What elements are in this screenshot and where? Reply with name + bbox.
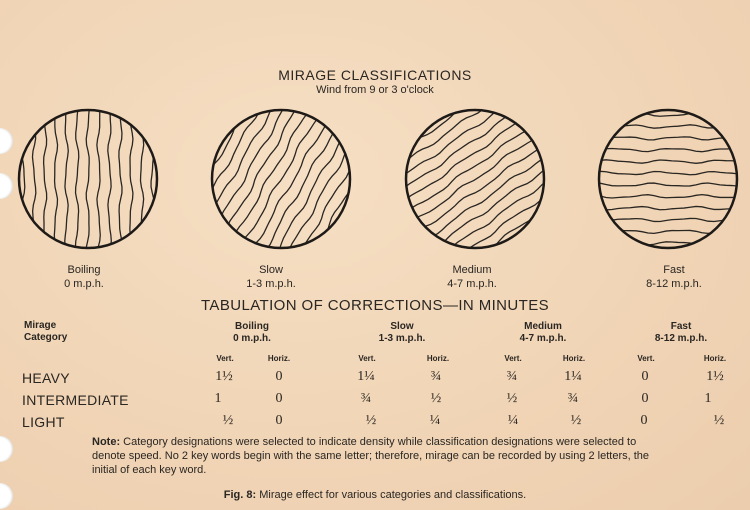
subhead-horiz: Horiz. — [562, 354, 586, 363]
mirage-wave-line — [130, 106, 133, 252]
subhead-horiz: Horiz. — [267, 354, 291, 363]
subhead-vert: Vert. — [637, 354, 655, 363]
header-line: Mirage — [24, 320, 57, 331]
class-name: Slow — [390, 321, 414, 332]
mirage-wave-line — [595, 125, 741, 129]
medium-pattern-icon — [402, 106, 548, 252]
subhead-vert: Vert. — [216, 354, 234, 363]
table-cell: ¾ — [567, 391, 579, 406]
mirage-wave-line — [119, 106, 122, 252]
class-name: Medium — [524, 321, 562, 332]
mirage-wave-line — [230, 107, 311, 244]
mirage-wave-line — [595, 113, 741, 116]
caption-text: Mirage effect for various categories and classifications. — [259, 489, 527, 501]
mirage-dial-slow — [208, 106, 354, 252]
table-cell: ¾ — [360, 391, 372, 406]
mirage-wave-line — [140, 106, 143, 252]
table-cell: 1¼ — [357, 369, 375, 384]
row-label-light: LIGHT — [22, 414, 65, 430]
table-cell: ¼ — [429, 413, 441, 428]
table-cell: 1 — [704, 391, 712, 406]
note-text: Category designations were selected to indicate density while classification designations were selected to denote speed. No 2 key words begin with the same letter; therefore, mirage can be recorded by using 2 letters, the initial of each key word. — [92, 436, 650, 476]
column-header-boiling — [212, 321, 292, 345]
table-cell: 0 — [275, 369, 283, 384]
table-cell: ½ — [365, 413, 377, 428]
mirage-wave-line — [43, 106, 46, 252]
table-cell: 0 — [641, 391, 649, 406]
table-cell: 0 — [275, 413, 283, 428]
dial-speed: 8-12 m.p.h. — [646, 278, 702, 290]
subhead-horiz: Horiz. — [703, 354, 727, 363]
table-cell: 1 — [214, 391, 222, 406]
mirage-wave-line — [595, 195, 741, 198]
mirage-wave-line — [239, 112, 320, 249]
table-cell: ½ — [570, 413, 582, 428]
mirage-wave-line — [595, 206, 741, 210]
table-cell: ½ — [430, 391, 442, 406]
page-title: MIRAGE CLASSIFICATIONS — [278, 67, 472, 83]
mirage-wave-line — [595, 183, 741, 186]
table-cell: ½ — [222, 413, 234, 428]
subhead-horiz: Horiz. — [426, 354, 450, 363]
class-name: Boiling — [235, 321, 269, 332]
table-cell: 1¼ — [564, 369, 582, 384]
binder-hole — [0, 173, 13, 199]
mirage-wave-line — [595, 171, 741, 174]
note-paragraph — [92, 435, 672, 477]
mirage-wave-line — [446, 187, 548, 252]
table-cell: ¾ — [506, 369, 518, 384]
table-cell: ½ — [713, 413, 725, 428]
page-subtitle: Wind from 9 or 3 o'clock — [316, 84, 434, 96]
mirage-wave-line — [439, 178, 548, 252]
table-cell: 0 — [640, 413, 648, 428]
mirage-wave-line — [108, 106, 112, 252]
class-speed: 1-3 m.p.h. — [378, 333, 426, 344]
binder-hole — [0, 128, 13, 154]
mirage-wave-line — [595, 160, 741, 164]
mirage-dial-boiling — [15, 106, 161, 252]
boiling-pattern-icon — [15, 106, 161, 252]
mirage-wave-line — [221, 106, 302, 238]
caption-label: Fig. 8: — [223, 489, 257, 501]
mirage-wave-line — [595, 230, 741, 233]
mirage-wave-line — [75, 106, 78, 252]
mirage-wave-line — [402, 106, 507, 182]
row-label-heavy: HEAVY — [22, 370, 70, 386]
header-line: Category — [24, 332, 68, 343]
mirage-wave-line — [595, 242, 741, 245]
dial-label-slow — [191, 263, 351, 291]
mirage-wave-line — [212, 106, 293, 233]
fast-pattern-icon — [595, 106, 741, 252]
dial-name: Slow — [259, 264, 283, 276]
tabulation-title: TABULATION OF CORRECTIONS—IN MINUTES — [200, 297, 550, 314]
dial-speed: 1-3 m.p.h. — [246, 278, 296, 290]
table-cell: 1½ — [215, 369, 233, 384]
table-cell: ½ — [506, 391, 518, 406]
dial-label-boiling — [4, 263, 164, 291]
mirage-wave-line — [32, 106, 36, 252]
mirage-wave-line — [595, 137, 741, 140]
mirage-wave-line — [277, 134, 354, 252]
binder-hole — [0, 436, 13, 462]
dial-ring — [599, 110, 737, 248]
mirage-wave-line — [54, 106, 57, 252]
dial-speed: 4-7 m.p.h. — [447, 278, 497, 290]
column-header-fast — [641, 321, 721, 345]
column-header-slow — [362, 321, 442, 345]
mirage-dial-medium — [402, 106, 548, 252]
mirage-dial-fast — [595, 106, 741, 252]
dial-speed: 0 m.p.h. — [64, 278, 104, 290]
mirage-wave-line — [65, 106, 69, 252]
class-name: Fast — [670, 321, 692, 332]
class-speed: 4-7 m.p.h. — [519, 333, 567, 344]
dial-name: Fast — [663, 264, 685, 276]
note-label: Note: — [92, 436, 121, 448]
mirage-wave-line — [97, 106, 100, 252]
dial-name: Medium — [452, 264, 492, 276]
table-cell: ¾ — [430, 369, 442, 384]
mirage-wave-line — [595, 218, 741, 221]
row-label-intermediate: INTERMEDIATE — [22, 392, 129, 408]
table-cell: 0 — [641, 369, 649, 384]
mirage-wave-line — [22, 106, 25, 252]
mirage-wave-line — [151, 106, 154, 252]
class-speed: 8-12 m.p.h. — [654, 333, 708, 344]
class-speed: 0 m.p.h. — [233, 333, 271, 344]
table-cell: ¼ — [507, 413, 519, 428]
column-header-medium — [503, 321, 583, 345]
subhead-vert: Vert. — [504, 354, 522, 363]
mirage-wave-line — [249, 118, 330, 252]
figure-caption — [0, 489, 750, 501]
mirage-category-header — [24, 320, 67, 344]
mirage-wave-line — [295, 145, 354, 252]
subhead-vert: Vert. — [358, 354, 376, 363]
mirage-wave-line — [86, 106, 89, 252]
dial-label-medium — [392, 263, 552, 291]
mirage-wave-line — [595, 148, 741, 151]
slow-pattern-icon — [208, 106, 354, 252]
dial-name: Boiling — [67, 264, 101, 276]
table-cell: 1½ — [706, 369, 724, 384]
dial-label-fast — [594, 263, 750, 291]
table-cell: 0 — [275, 391, 283, 406]
